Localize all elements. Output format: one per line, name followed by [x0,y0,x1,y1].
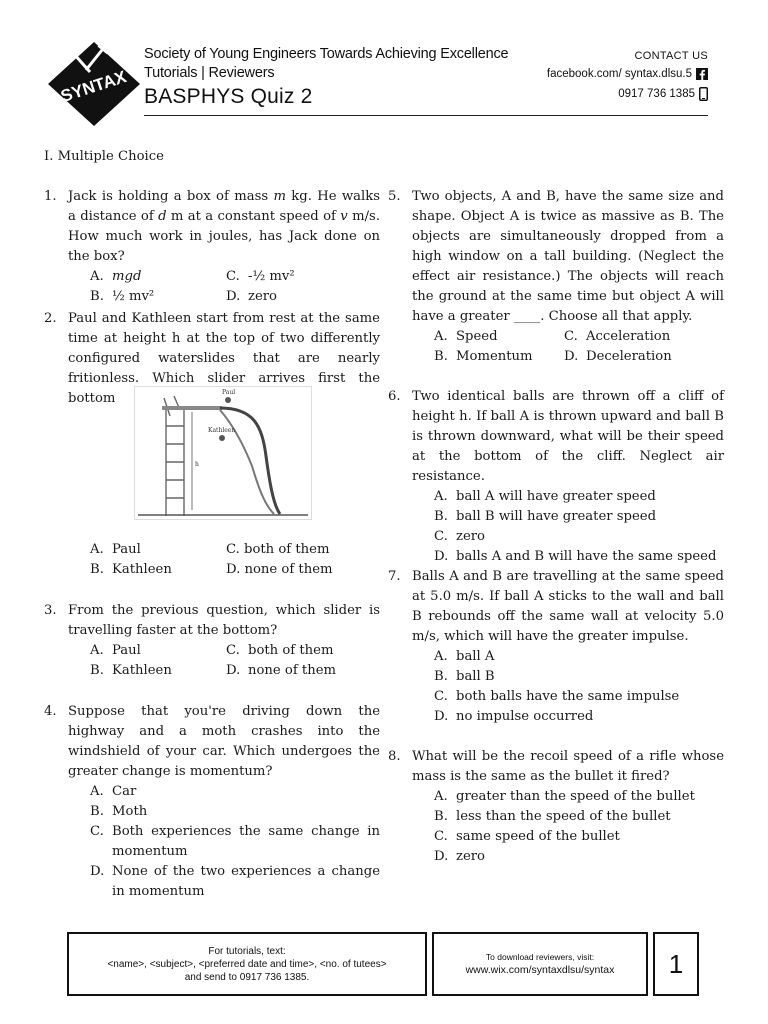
option-c[interactable]: C. both of them [226,643,334,658]
question-text: Balls A and B are travelling at the same speed at 5.0 m/s. If ball A sticks to the wall and ball B rebounds off the same wall at velocity 5.0 m/s, which will have the greater impulse. [412,569,724,644]
option-d[interactable]: D. balls A and B will have the same speed [434,549,717,564]
contact-label: CONTACT US [634,50,708,62]
option-d[interactable]: D. zero [434,849,485,864]
option-c[interactable]: C. -½ mv² [226,269,295,284]
organization-name: Society of Young Engineers Towards Achieving Excellence [144,46,509,62]
question-text: Suppose that you're driving down the highway and a moth crashes into the windshield of your car. Which undergoes the greater change is momentum? [68,704,380,779]
kathleen-figure [219,435,225,441]
contact-block [547,48,708,104]
question-text: Two objects, A and B, have the same size and shape. Object A is twice as massive as B. The objects are simultaneously dropped from a high window on a tall building. (Neglect the effect air resistance.) The objects will reach the ground at the same time but object A will have a greater ____. Choose all that apply. [412,189,724,324]
option-b[interactable]: B. Kathleen [90,562,172,577]
answer-options [44,782,380,902]
option-c[interactable]: C. zero [434,529,485,544]
option-d[interactable]: D. none of them [226,663,337,678]
answer-options [388,787,724,867]
tutorial-line-3: and send to 0917 736 1385. [184,972,310,983]
answer-options [388,647,724,727]
option-d[interactable]: D. none of them [226,562,333,577]
question-text: Jack is holding a box of mass m kg. He walks a distance of d m at a constant speed of v m/s. How much work in joules, has Jack done on the box? [68,189,381,264]
option-d[interactable]: D. None of the two experiences a change in momentum [90,864,380,899]
option-b[interactable]: B. less than the speed of the bullet [434,809,671,824]
answer-options [388,487,724,567]
question-number: 3. [44,603,57,618]
question-3 [44,601,380,681]
option-c[interactable]: C. both of them [226,542,330,557]
paul-label: Paul [222,389,236,396]
header-subtitle: Tutorials | Reviewers [144,65,275,81]
option-c[interactable]: C. both balls have the same impulse [434,689,680,704]
header-titles [144,45,508,110]
waterslide-figure [134,386,312,520]
option-a[interactable]: A. Paul [90,643,141,658]
question-1 [44,187,380,307]
tutorial-line-1: For tutorials, text: [208,946,286,957]
question-number: 7. [388,569,401,584]
option-d[interactable]: D. no impulse occurred [434,709,594,724]
option-c[interactable]: C. Acceleration [564,329,671,344]
question-6 [388,387,724,567]
question-4 [44,702,380,902]
phone-number: 0917 736 1385 [618,88,695,100]
question-number: 8. [388,749,401,764]
download-label: To download reviewers, visit: [485,952,595,962]
logo-text: SYNTAX [58,67,129,107]
height-label: h [195,461,199,468]
answer-options [44,641,380,681]
facebook-link[interactable]: facebook.com/ syntax.dlsu.5 [546,68,692,80]
kathleen-label: Kathleen [208,427,236,434]
answer-options [44,540,380,580]
question-text: From the previous question, which slider is travelling faster at the bottom? [68,603,380,638]
option-b[interactable]: B. Kathleen [90,663,172,678]
tutorial-line-2: <name>, <subject>, <preferred date and time>, <no. of tutees> [107,959,387,970]
download-link[interactable]: www.wix.com/syntaxdlsu/syntax [465,964,615,976]
option-b[interactable]: B. ½ mv² [90,289,155,304]
question-5 [388,187,724,367]
option-a[interactable]: A. Paul [90,542,141,557]
phone-row [547,84,708,104]
option-c[interactable]: C. Both experiences the same change in momentum [90,824,380,859]
question-number: 6. [388,389,401,404]
header-divider [144,115,708,116]
download-info-box [432,932,648,996]
question-text: What will be the recoil speed of a rifle whose mass is the same as the bullet it fired? [412,749,724,784]
facebook-row [547,64,708,84]
option-a[interactable]: A. Car [90,784,137,799]
option-b[interactable]: B. Momentum [434,349,533,364]
option-c[interactable]: C. same speed of the bullet [434,829,620,844]
facebook-icon [696,68,708,80]
option-b[interactable]: B. ball B will have greater speed [434,509,657,524]
question-text: Paul and Kathleen start from rest at the same time at height h at the top of two differently configured waterslides that are nearly fritionless. Which slider arrives first the bottom [68,311,380,406]
section-title: I. Multiple Choice [44,149,164,164]
paul-figure [225,397,231,403]
question-7 [388,567,724,727]
answer-options [388,327,724,367]
option-d[interactable]: D. Deceleration [564,349,672,364]
question-number: 5. [388,189,401,204]
option-b[interactable]: B. ball B [434,669,495,684]
question-text: Two identical balls are thrown off a cliff of height h. If ball A is thrown upward and ball B is thrown downward, what will be their speed at the bottom of the cliff. Neglect air resistance. [412,389,724,484]
option-a[interactable]: A. mgd [90,269,142,284]
question-number: 1. [44,189,57,204]
answer-options [44,267,380,307]
syntax-logo [46,40,142,128]
question-8 [388,747,724,867]
option-b[interactable]: B. Moth [90,804,148,819]
tutorial-info-box [67,932,427,996]
option-a[interactable]: A. Speed [434,329,498,344]
option-a[interactable]: A. ball A [434,649,495,664]
page-number: 1 [653,932,699,996]
question-2-options [44,540,380,580]
option-a[interactable]: A. greater than the speed of the bullet [434,789,695,804]
question-number: 4. [44,704,57,719]
question-number: 2. [44,311,57,326]
page-title: BASPHYS Quiz 2 [144,85,313,108]
mobile-phone-icon [699,87,708,101]
option-a[interactable]: A. ball A will have greater speed [434,489,656,504]
option-d[interactable]: D. zero [226,289,277,304]
